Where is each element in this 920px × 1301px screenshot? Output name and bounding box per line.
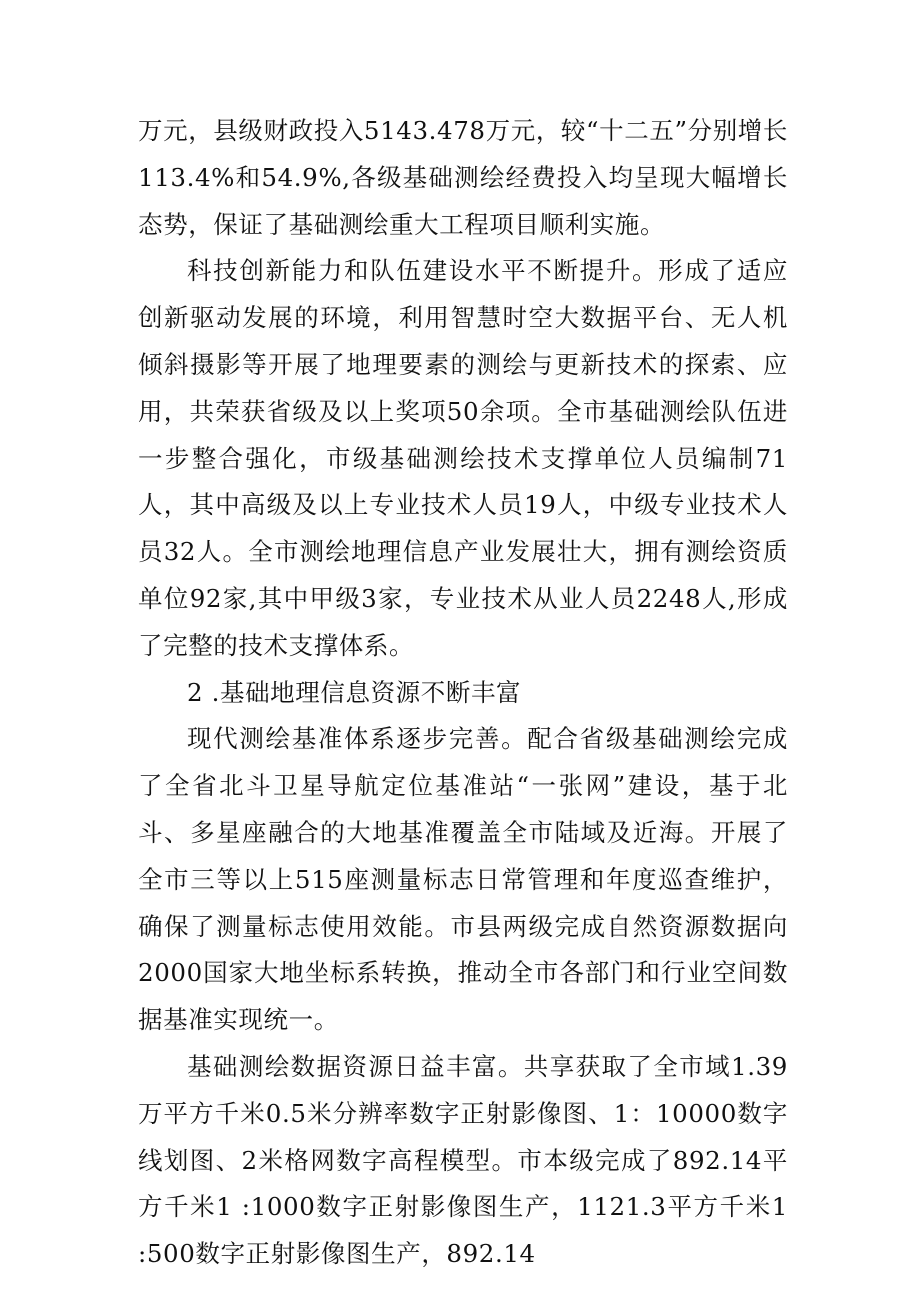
paragraph-tech-innovation: 科技创新能力和队伍建设水平不断提升。形成了适应创新驱动发展的环境，利用智慧时空大数据平台、无人机倾斜摄影等开展了地理要素的测绘与更新技术的探索、应用，共荣获省级及以上奖项50余项。全市基础测绘队伍进一步整合强化，市级基础测绘技术支撑单位人员编制71人，其中高级及以上专业技术人员19人，中级专业技术人员32人。全市测绘地理信息产业发展壮大，拥有测绘资质单位92家,其中甲级3家，专业技术从业人员2248人,形成了完整的技术支撑体系。	[138, 256, 788, 660]
paragraph-funding-growth: 万元，县级财政投入5143.478万元，较“十二五”分别增长113.4%和54.9%,各级基础测绘经费投入均呈现大幅增长态势，保证了基础测绘重大工程项目顺利实施。	[138, 116, 788, 239]
section-heading-geo-resources: 2 .基础地理信息资源不断丰富	[187, 677, 522, 707]
document-page	[138, 108, 788, 1278]
paragraph-survey-datum: 现代测绘基准体系逐步完善。配合省级基础测绘完成了全省北斗卫星导航定位基准站“一张网”建设，基于北斗、多星座融合的大地基准覆盖全市陆域及近海。开展了全市三等以上515座测量标志日常管理和年度巡查维护，确保了测量标志使用效能。市县两级完成自然资源数据向2000国家大地坐标系转换，推动全市各部门和行业空间数据基准实现统一。	[138, 724, 788, 1035]
paragraph-survey-data-resources: 基础测绘数据资源日益丰富。共享获取了全市域1.39万平方千米0.5米分辨率数字正射影像图、1：10000数字线划图、2米格网数字高程模型。市本级完成了892.14平方千米1 :1000数字正射影像图生产，1121.3平方千米1 :500数字正射影像图生产，892.14	[138, 1051, 788, 1269]
